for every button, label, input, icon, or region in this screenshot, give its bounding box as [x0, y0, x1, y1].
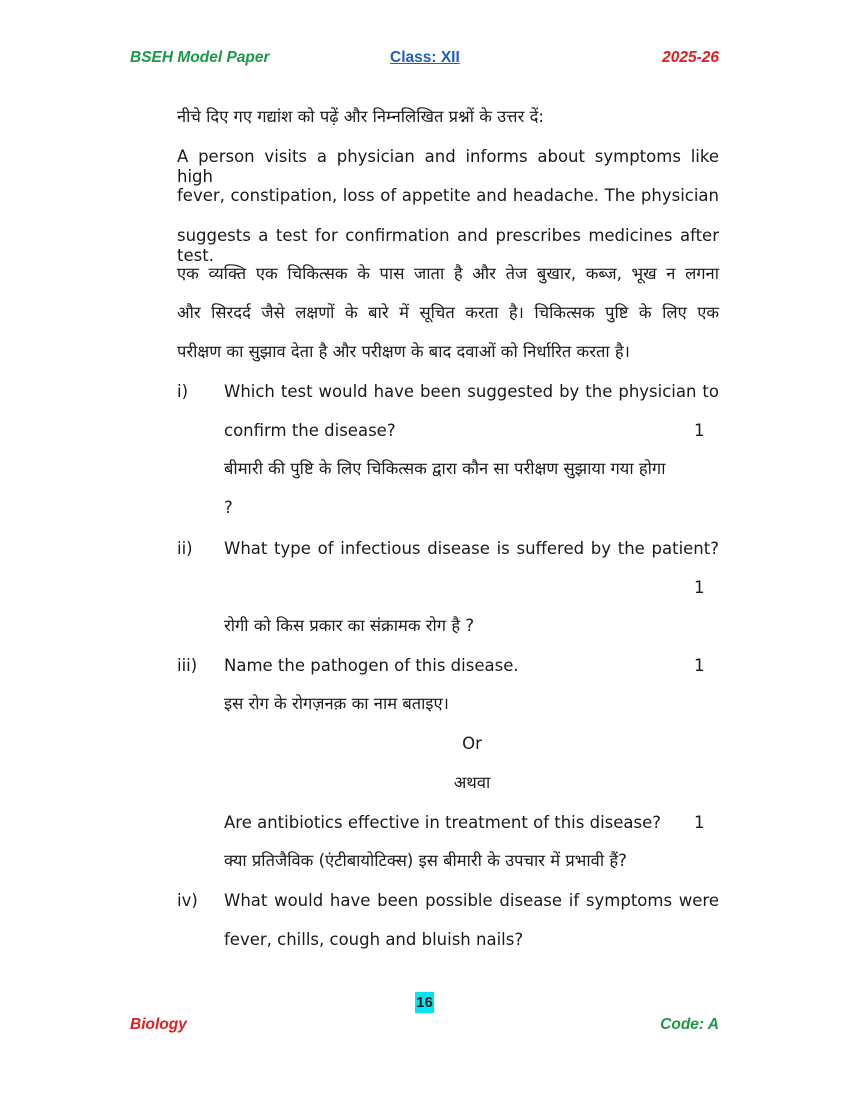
footer-subject: Biology [130, 1016, 187, 1033]
question-text-hi: बीमारी की पुष्टि के लिए चिकित्सक द्वारा कौन सा परीक्षण सुझाया गया होगा [224, 459, 666, 478]
header-year: 2025-26 [662, 49, 719, 66]
question-marks: 1 [694, 578, 705, 597]
alternate-question-marks: 1 [694, 813, 705, 832]
alternate-question-hi: क्या प्रतिजैविक (एंटीबायोटिक्स) इस बीमारी के उपचार में प्रभावी हैं? [224, 851, 627, 870]
header-paper-title: BSEH Model Paper [130, 49, 270, 66]
question-text-hi: ? [224, 498, 233, 517]
or-separator-en: Or [462, 734, 482, 753]
question-text-en: What would have been possible disease if symptoms were [224, 891, 719, 910]
question-number: ii) [177, 539, 193, 558]
question-marks: 1 [694, 656, 705, 675]
passage-hi-line: एक व्यक्ति एक चिकित्सक के पास जाता है और तेज बुखार, कब्ज, भूख न लगना [177, 264, 719, 283]
instruction-hindi: नीचे दिए गए गद्यांश को पढ़ें और निम्नलिखित प्रश्नों के उत्तर दें: [177, 107, 544, 126]
footer-code: Code: A [660, 1016, 719, 1033]
question-text-en: What type of infectious disease is suffered by the patient? [224, 539, 719, 558]
header-class: Class: XII [390, 49, 460, 66]
alternate-question-en: Are antibiotics effective in treatment of this disease? [224, 813, 662, 832]
passage-en-line: A person visits a physician and informs about symptoms like high [177, 147, 719, 186]
question-number: i) [177, 382, 189, 401]
passage-hi-line: और सिरदर्द जैसे लक्षणों के बारे में सूचित करता है। चिकित्सक पुष्टि के लिए एक [177, 303, 719, 322]
question-text-en: confirm the disease? [224, 421, 396, 440]
page-number: 16 [416, 994, 433, 1011]
question-marks: 1 [694, 421, 705, 440]
question-text-en: Name the pathogen of this disease. [224, 656, 519, 675]
question-number: iv) [177, 891, 198, 910]
question-text-en: fever, chills, cough and bluish nails? [224, 930, 524, 949]
passage-en-line: suggests a test for confirmation and prescribes medicines after test. [177, 226, 719, 265]
or-separator-hi: अथवा [453, 773, 491, 792]
passage-en-line: fever, constipation, loss of appetite and headache. The physician [177, 186, 719, 205]
question-text-hi: रोगी को किस प्रकार का संक्रामक रोग है ? [224, 616, 475, 635]
question-number: iii) [177, 656, 198, 675]
passage-hi-line: परीक्षण का सुझाव देता है और परीक्षण के बाद दवाओं को निर्धारित करता है। [177, 342, 630, 361]
question-text-hi: इस रोग के रोगज़नक़ का नाम बताइए। [224, 694, 449, 713]
question-text-en: Which test would have been suggested by the physician to [224, 382, 719, 401]
